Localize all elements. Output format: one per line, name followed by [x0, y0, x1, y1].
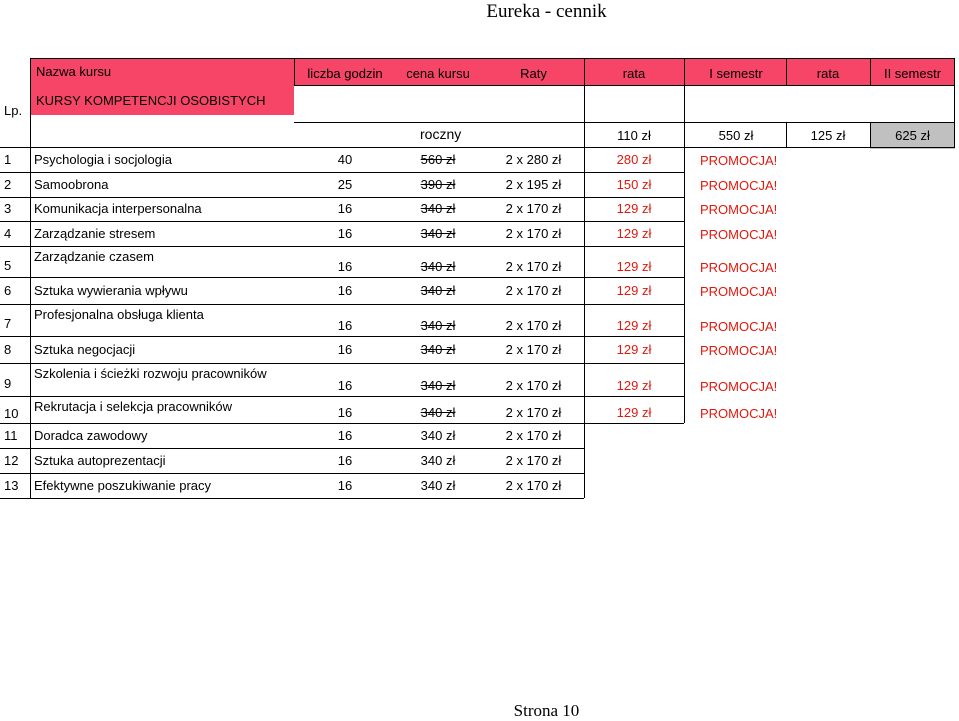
row-number: 2 [4, 177, 12, 192]
row-number: 12 [4, 453, 19, 468]
row-number: 10 [4, 406, 19, 421]
course-hours: 40 [337, 152, 353, 167]
course-hours: 16 [337, 453, 353, 468]
course-name: Profesjonalna obsługa klienta [34, 307, 204, 322]
row-number: 3 [4, 201, 12, 216]
course-name: Sztuka autoprezentacji [34, 453, 166, 468]
course-installments: 2 x 170 zł [505, 405, 562, 420]
header-liczba-godzin: liczba godzin [307, 66, 383, 81]
promo-badge: PROMOCJA! [700, 343, 778, 358]
promo-price: 129 zł [616, 259, 652, 274]
course-name: Samoobrona [34, 177, 109, 192]
course-installments: 2 x 170 zł [505, 478, 562, 493]
course-installments: 2 x 170 zł [505, 428, 562, 443]
row-divider [294, 85, 955, 86]
promo-badge: PROMOCJA! [700, 153, 778, 168]
course-name: Psychologia i socjologia [34, 152, 173, 167]
col-divider [786, 58, 787, 85]
promo-badge: PROMOCJA! [700, 227, 778, 242]
col-divider [30, 58, 31, 498]
header-cena-kursu: cena kursu [406, 66, 470, 81]
course-price: 560 zł [420, 152, 456, 167]
course-installments: 2 x 170 zł [505, 259, 562, 274]
page-title: Eureka - cennik [486, 1, 607, 22]
row-divider [0, 498, 584, 499]
pricing-v4: 625 zł [895, 128, 930, 143]
course-hours: 16 [337, 201, 353, 216]
promo-price: 129 zł [616, 226, 652, 241]
col-divider [584, 58, 585, 498]
course-hours: 16 [337, 378, 353, 393]
promo-price: 129 zł [616, 318, 652, 333]
pricing-v1: 110 zł [617, 128, 651, 143]
course-installments: 2 x 170 zł [505, 318, 562, 333]
course-hours: 16 [337, 428, 353, 443]
course-name: Sztuka wywierania wpływu [34, 283, 188, 298]
row-divider [0, 473, 584, 474]
course-installments: 2 x 170 zł [505, 201, 562, 216]
course-price: 340 zł [420, 405, 456, 420]
page-footer: Strona 10 [513, 701, 580, 720]
row-divider [0, 221, 684, 222]
row-divider [0, 423, 684, 424]
course-name: Efektywne poszukiwanie pracy [34, 478, 212, 493]
promo-badge: PROMOCJA! [700, 379, 778, 394]
course-name: Doradca zawodowy [34, 428, 148, 443]
course-hours: 16 [337, 478, 353, 493]
course-name: Zarządzanie czasem [34, 249, 154, 264]
course-installments: 2 x 170 zł [505, 342, 562, 357]
promo-badge: PROMOCJA! [700, 284, 778, 299]
header-lp: Lp. [4, 103, 23, 118]
course-installments: 2 x 170 zł [505, 378, 562, 393]
row-number: 11 [4, 428, 18, 443]
course-hours: 16 [337, 283, 353, 298]
col-divider [786, 122, 787, 147]
row-number: 13 [4, 478, 19, 493]
pricing-label: roczny [420, 126, 462, 142]
row-divider [31, 58, 955, 59]
course-hours: 25 [337, 177, 353, 192]
col-divider [870, 122, 871, 147]
promo-badge: PROMOCJA! [700, 319, 778, 334]
row-number: 1 [4, 152, 12, 167]
promo-price: 280 zł [616, 152, 652, 167]
pricing-v3: 125 zł [810, 128, 846, 143]
row-divider [294, 122, 955, 123]
course-hours: 16 [337, 342, 353, 357]
header-nazwa: Nazwa kursu [36, 64, 112, 79]
course-installments: 2 x 170 zł [505, 226, 562, 241]
promo-price: 129 zł [616, 378, 652, 393]
header-semestr-2: II semestr [883, 66, 942, 81]
course-price: 340 zł [420, 318, 456, 333]
row-divider [0, 147, 955, 148]
promo-badge: PROMOCJA! [700, 202, 778, 217]
course-installments: 2 x 170 zł [505, 283, 562, 298]
course-price: 340 zł [420, 453, 456, 468]
row-divider [0, 396, 684, 397]
promo-price: 129 zł [616, 405, 652, 420]
row-divider [0, 304, 684, 305]
col-divider [870, 58, 871, 85]
row-number: 9 [4, 376, 12, 391]
course-hours: 16 [337, 405, 353, 420]
col-divider [684, 122, 685, 147]
row-divider [0, 277, 684, 278]
course-price: 340 zł [420, 342, 456, 357]
row-divider [0, 172, 684, 173]
col-divider [954, 58, 955, 147]
row-divider [0, 448, 584, 449]
promo-price: 129 zł [616, 201, 652, 216]
header-rata-2: rata [816, 66, 840, 81]
course-price: 390 zł [420, 177, 456, 192]
pricing-v2: 550 zł [718, 128, 754, 143]
course-hours: 16 [337, 259, 353, 274]
course-installments: 2 x 170 zł [505, 453, 562, 468]
row-number: 4 [4, 226, 12, 241]
row-divider [0, 336, 684, 337]
course-name: Zarządzanie stresem [34, 226, 156, 241]
course-price: 340 zł [420, 283, 456, 298]
course-name: Komunikacja interpersonalna [34, 201, 202, 216]
promo-price: 150 zł [616, 177, 652, 192]
header-raty: Raty [520, 66, 547, 81]
header-semestr-1: I semestr [709, 66, 763, 81]
row-number: 6 [4, 283, 12, 298]
row-divider [0, 363, 684, 364]
row-number: 7 [4, 316, 12, 331]
section-title: KURSY KOMPETENCJI OSOBISTYCH [36, 93, 266, 108]
col-divider [684, 58, 685, 423]
course-hours: 16 [337, 318, 353, 333]
col-divider [294, 58, 295, 85]
promo-badge: PROMOCJA! [700, 260, 778, 275]
promo-price: 129 zł [616, 342, 652, 357]
course-price: 340 zł [420, 259, 456, 274]
course-price: 340 zł [420, 428, 456, 443]
course-price: 340 zł [420, 201, 456, 216]
row-divider [0, 246, 684, 247]
course-price: 340 zł [420, 478, 456, 493]
header-rata-1: rata [622, 66, 646, 81]
course-price: 340 zł [420, 226, 456, 241]
course-installments: 2 x 195 zł [505, 177, 562, 192]
course-name: Sztuka negocjacji [34, 342, 136, 357]
promo-badge: PROMOCJA! [700, 178, 778, 193]
row-number: 8 [4, 342, 12, 357]
course-hours: 16 [337, 226, 353, 241]
course-price: 340 zł [420, 378, 456, 393]
course-installments: 2 x 280 zł [505, 152, 562, 167]
row-number: 5 [4, 258, 12, 273]
promo-badge: PROMOCJA! [700, 406, 778, 421]
promo-price: 129 zł [616, 283, 652, 298]
course-name: Szkolenia i ścieżki rozwoju pracowników [34, 366, 267, 381]
course-name: Rekrutacja i selekcja pracowników [34, 399, 232, 414]
row-divider [0, 197, 684, 198]
